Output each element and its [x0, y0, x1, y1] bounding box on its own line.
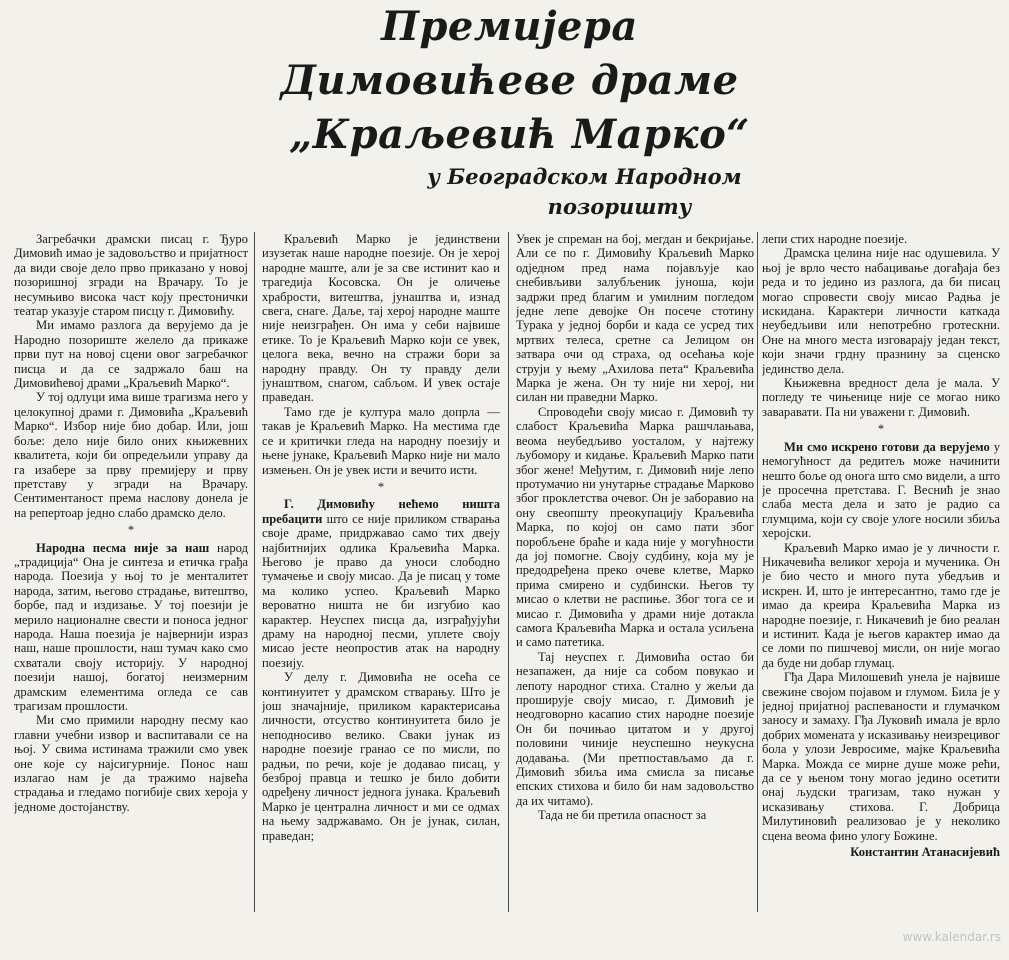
subheadline-line-1: у Београдском Народном — [427, 164, 742, 189]
paragraph: Књижевна вредност дела је мала. У погледу те чињенице није се могао нико заваравати. Па ни уважени г. Димовић. — [762, 376, 1000, 419]
paragraph: Драмска целина није нас одушевила. У њој је врло често набацивање догађаја без реда и то једино из разлога, да би писац могао спровести своју мисао Радња је искидана. Карактери личности каткада неубедљиви или непотребно гротескни. Оне на много места изговарају један текст, који значи грдну празнину за сценско јединство дела. — [762, 246, 1000, 376]
paragraph: Краљевић Марко имао је у личности г. Никачевића великог хероја и мученика. Он је био често и много пута убедљив и искрен. И, што је интересантно, тамо где је имао да креира Краљевића Марка из народне поезије, г. Никачевић је био реалан и истинит. Када је његов карактер имао да се ломи по пишчевој мисли, он није могао да буде ни добар глумац. — [762, 540, 1000, 670]
bold-lead-in: Г. Димовићу нећемо ништа пребацити — [262, 497, 500, 526]
headline-line-3: „Краљевић Марко“ — [289, 111, 750, 158]
headline-line-2: Димовићеве драме — [280, 57, 739, 104]
paragraph: Краљевић Марко је јединствени изузетак наше народне поезије. Он је херој народне маште, али је за све истинит као и трагедија Косовска. Он је оличење храбрости, витештва, јунаштва и, изнад свега, снаге. Даље, тај херој народне маште није неизграђен. Он има у себи највише етике. То је Краљевић Марко који се увек, целога века, вечно на стражи бори за народну правду. Он ту правду дели јунаштвом, снагом, сабљом. И увек остаје праведан. — [262, 232, 500, 405]
paragraph: Увек је спреман на бој, мегдан и бекријање. Али се по г. Димовићу Краљевић Марко одједном пред нама појављује као снебивљиви залубљеник јуноша, који задржи пред благим и умилним погледом једне лепе девојке Он посече стотину Турака у једној борби и када се усред тих мртвих телеса, сретне са Јелицом он затвара очи од страха, од осећања које струји у њему „Ахилова пета“ Краљевића Марка је жена. Он ту није ни херој, ни силан ни праведни Марко. — [516, 232, 754, 405]
subheadline-line-2: позоришту — [547, 194, 692, 219]
paragraph: Спроводећи своју мисао г. Димовић ту слабост Краљевића Марка рашчлањава, веома неубедљиво уосталом, у најтежу љубомору и кидање. Краљевић Марко пати због жене! Међутим, г. Димовић није лепо протумачио ни унутарње страдање Марково због проклетства очевог. Он је заборавио на ону свеопшту преокупацију Краљевића Марка, по којој он само пати због поробљене браће и када није у могућности да јој помогне. Своју судбину, која му је предодређена преко очеве клетве, Марко прима смирено и судбински. Његов ту мисао о клетви не распиње. Због тога се и мисао г. Димовића у драми није дотакла самога Краљевића Марка и остала усиљена и само патетика. — [516, 404, 754, 650]
article-columns — [8, 232, 1004, 957]
paragraph: Ми смо примили народну песму као главни учебни извор и васпитавали се на њој. У свима истинама тражили смо увек оне које су најсигурније. Понос наш излагао нам је да тражимо највећа страдања и гледамо погибије свих хероја у једноме достојанству. — [14, 713, 248, 814]
article-column-4 — [762, 232, 1000, 954]
section-separator: * — [877, 422, 885, 437]
section-separator: * — [127, 523, 135, 538]
paragraph: Ми имамо разлога да верујемо да је Народно позориште желело да прикаже први пут на новој сцени овог загребачког писца и да се задржало баш на Димовићевој драми „Краљевић Марко“. — [14, 318, 248, 391]
bold-lead-in: Ми смо искрено готови да верујемо — [784, 439, 990, 454]
bold-lead-in: Народна песма није за наш — [36, 540, 210, 555]
paragraph: Гђа Дара Милошевић унела је највише свежине својом појавом и глумом. Била је у једној пријатној распеваности и глумачком заносу и замаху. Гђа Луковић имала је врло добрих момената у исказивању неизрецивог бола у улози Јевросиме, мајке Краљевића Марка. Можда се мирне душе може рећи, да се у њеном тону могао једино осетити онај људски трагизам, тако нужан у исказивању стихова. Г. Добрица Милутиновић реализовао је у неколико сцена веома фино улогу Божине. — [762, 670, 1000, 843]
headline-line-1: Премијера — [381, 3, 638, 50]
article-column-3 — [516, 232, 754, 954]
paragraph: Загребачки драмски писац г. Ђуро Димовић имао је задовољство и пријатност да види своје дело прво приказано у новој позоришној згради на Врачару. То је несумњиво висока част коју престонички театар указује старом писцу г. Димовићу. — [14, 232, 248, 319]
paragraph: у немогућност да редитељ може начинити нешто боље од онога што смо видели, а што је просечна претстава. Г. Веснић је знао слаба места дела и зато је радио са глумцима, који су своје улоге носили збиља херојски. — [762, 439, 1000, 541]
headline — [0, 0, 1009, 222]
article-column-2 — [262, 232, 500, 954]
paragraph: У делу г. Димовића не осећа се континуитет у драмском стварању. Што је још значајније, приликом карактерисања личности, отсуство континуитета било је неподносиво велико. Сваки јунак из народне поезије гранао се по мисли, по радњи, по речи, које је додавао писац, у безброј правца и тешко је било добити одређену личност једнога јунака. Краљевић Марко је централна личност и ми се одмах на њему задржавамо. Он је јунак, силан, праведан; — [262, 670, 500, 843]
author-signature: Константин Атанасијевић — [850, 845, 1000, 860]
column-rule — [757, 232, 758, 912]
paragraph: Тај неуспех г. Димовића остао би незапажен, да није са собом повукао и лепоту народног стиха. Стално у жељи да проширује своју мисао, г. Димовић је неодговорно касапио стих народне поезије Он би почињао цитатом и у другој половини чиније неуспешно неукусна додавања. (Ми претпостављамо да г. Димовић збиља има смисла за писање епских стихова и било би нам задовољство да их читамо). — [516, 649, 754, 808]
watermark: www.kalendar.rs — [902, 930, 1001, 944]
paragraph: народ „традиција“ Она је синтеза и етичка грађа народа. Поезија у њој то је менталитет народа, затим, његово страдање, витештво, борбе, пад и издизање. У тој поезији је мерило националне свести и поноса једног народа. Наша поезија је највернији израз наш, наше прошлости, наш тумач како смо схватали своју историју. У народној поезији нашој, богатој неизмерним драмским елементима огледа се сав трагизам прошлости. — [14, 540, 248, 713]
article-column-1 — [14, 232, 248, 954]
section-separator: * — [377, 479, 385, 494]
paragraph: Тамо где је култура мало допрла — такав је Краљевић Марко. На местима где се и критички гледа на народну поезију и њене јунаке, Краљевић Марко није ни мало измењен. Он је увек исти и вечито исти. — [262, 404, 500, 477]
paragraph: лепи стих народне поезије. — [762, 232, 908, 246]
paragraph: што се није приликом стварања своје драме, придржавао само тих двеју најбитнијих одлика Краљевића Марка. Његово је право да уноси слободно тумачење и своју мисао. Да је писац у томе ма колико успео. Краљевић Марко вероватно ништа не би изгубио као карактер. Неуспех писца да, изграђујући драму на народној песми, уплете своју мисао јесте неопростив атак на народну поезију. — [262, 511, 500, 670]
paragraph: Тада не би претила опасност за — [538, 808, 707, 823]
column-rule — [254, 232, 255, 912]
column-rule — [508, 232, 509, 912]
paragraph: У тој одлуци има више трагизма него у целокупној драми г. Димовића „Краљевић Марко“. Избор није био добар. Или, још боље: дело није било оних књижевних квалитета, који би опредељили управу да га изабере за прву премијеру и прву претставу у згради на Врачару. Сентиментаност према наслову донела је на репертоар једно слабо драмско дело. — [14, 390, 248, 520]
